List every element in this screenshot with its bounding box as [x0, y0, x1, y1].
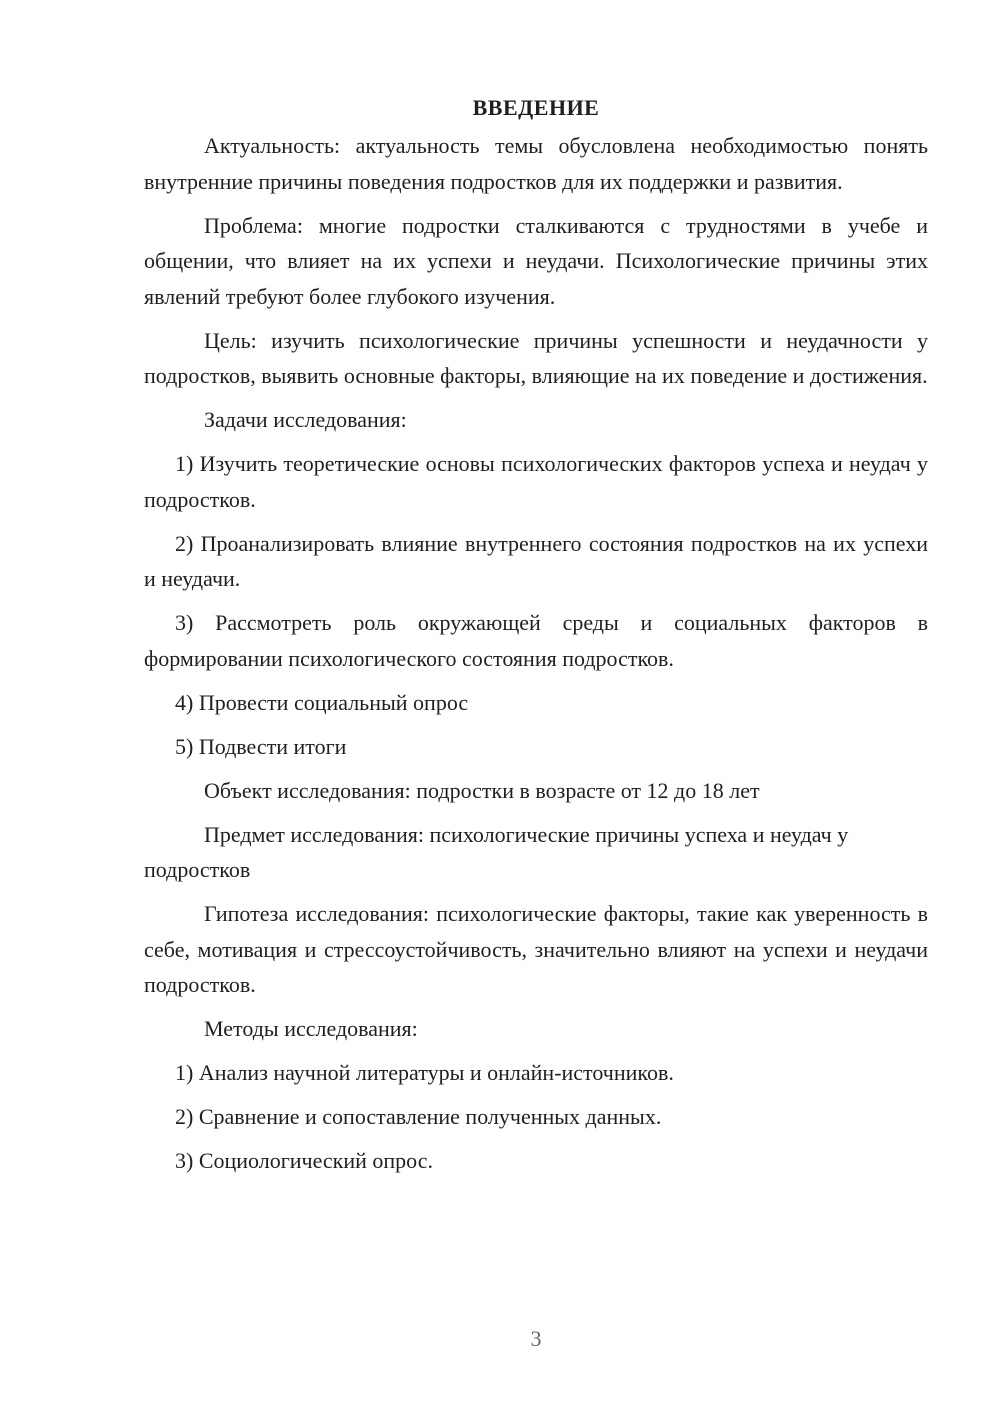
method-item-1: 1) Анализ научной литературы и онлайн-источников. — [175, 1060, 674, 1085]
paragraph-subject: Предмет исследования: психологические причины успеха и неудач у подростков — [144, 821, 849, 882]
task-item-2: 2) Проанализировать влияние внутреннего состояния подростков на их успехи и неудачи. — [144, 530, 928, 591]
method-item-3: 3) Социологический опрос. — [175, 1148, 433, 1173]
task-item-3: 3) Рассмотреть роль окружающей среды и социальных факторов в формировании психологического состояния подростков. — [144, 610, 928, 671]
methods-heading: Методы исследования: — [204, 1016, 418, 1041]
paragraph-object: Объект исследования: подростки в возрасте от 12 до 18 лет — [204, 777, 760, 803]
paragraph-relevance: Актуальность: актуальность темы обусловлена необходимостью понять внутренние причины поведения подростков для их поддержки и развития. — [144, 133, 928, 194]
page-number: 3 — [530, 1326, 542, 1351]
paragraph-problem: Проблема: многие подростки сталкиваются с трудностями в учебе и общении, что влияет на их успехи и неудачи. Психологические причины этих явлений требуют более глубокого изучения. — [144, 212, 928, 309]
task-item-4: 4) Провести социальный опрос — [175, 689, 469, 715]
task-item-5: 5) Подвести итоги — [175, 733, 347, 759]
tasks-heading: Задачи исследования: — [204, 407, 407, 432]
paragraph-goal: Цель: изучить психологические причины успешности и неудачности у подростков, выявить основные факторы, влияющие на их поведение и достижения. — [144, 327, 928, 388]
paragraph-hypothesis: Гипотеза исследования: психологические факторы, такие как уверенность в себе, мотивация и стрессоустойчивость, значительно влияют на успехи и неудачи подростков. — [144, 901, 928, 997]
document-page — [144, 90, 928, 1187]
task-item-1: 1) Изучить теоретические основы психологических факторов успеха и неудач у подростков. — [144, 451, 928, 512]
document-title: ВВЕДЕНИЕ — [472, 95, 600, 120]
method-item-2: 2) Сравнение и сопоставление полученных данных. — [175, 1104, 662, 1129]
